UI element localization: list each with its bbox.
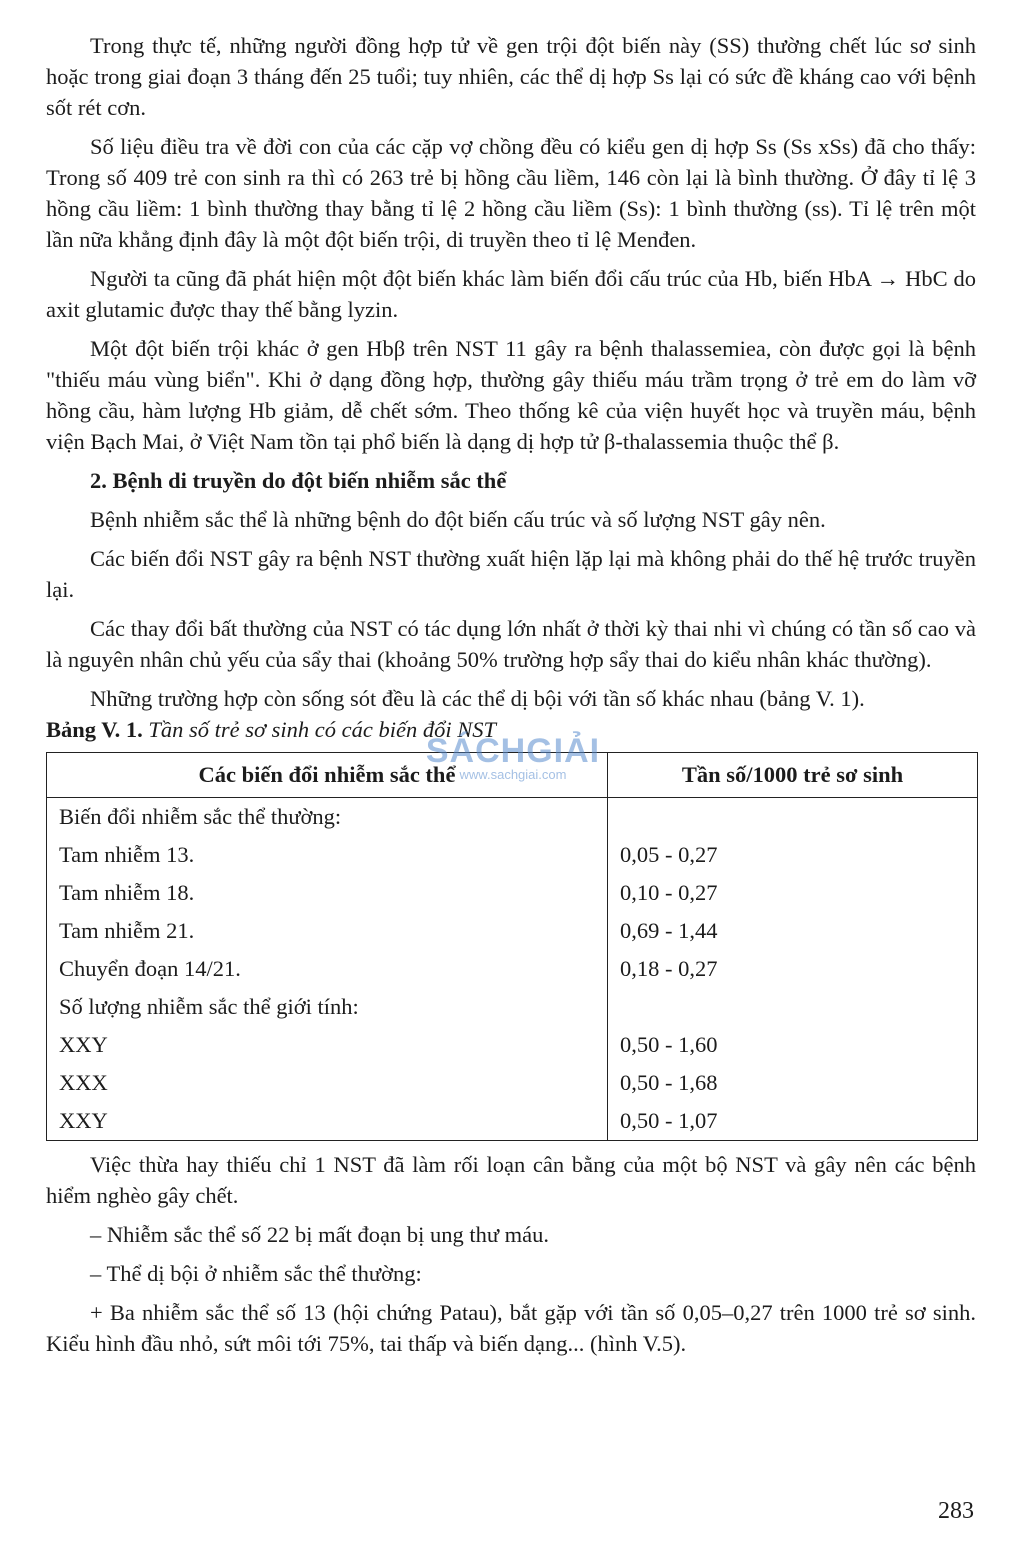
table-row xyxy=(47,988,978,1026)
table-cell-label: Tam nhiễm 21. xyxy=(47,912,608,950)
paragraph-imbalance: Việc thừa hay thiếu chỉ 1 NST đã làm rối loạn cân bằng của một bộ NST và gây nên các bệnh hiểm nghèo gây chết. xyxy=(46,1152,976,1208)
table-cell-value: 0,18 - 0,27 xyxy=(608,950,978,988)
page-number: 283 xyxy=(938,1498,974,1524)
paragraph-hbc-mutation: Người ta cũng đã phát hiện một đột biến khác làm biến đổi cấu trúc của Hb, biến HbA → HbC do axit glutamic được thay thế bằng lyzin. xyxy=(46,266,976,322)
table-row xyxy=(47,1064,978,1102)
table-cell-label: XXY xyxy=(47,1102,608,1141)
table-caption-title: Tần số trẻ sơ sinh có các biến đổi NST xyxy=(148,717,496,742)
table-caption-label: Bảng V. 1. xyxy=(46,717,143,742)
paragraph-offspring-survey: Số liệu điều tra về đời con của các cặp vợ chồng đều có kiểu gen dị hợp Ss (Ss xSs) đã cho thấy: Trong số 409 trẻ con sinh ra thì có 263 trẻ bị hồng cầu liềm, 146 còn lại là bình thường. Ở đây tỉ lệ 3 hồng cầu liềm: 1 bình thường thay bằng tỉ lệ 2 hồng cầu liềm (Ss): 1 bình thường (ss). Tỉ lệ trên một lần nữa khẳng định đây là một đột biến trội, di truyền theo tỉ lệ Menđen. xyxy=(46,134,976,252)
table-row xyxy=(47,874,978,912)
table-cell-value: 0,05 - 0,27 xyxy=(608,836,978,874)
table-header-variation: Các biến đổi nhiễm sắc thể xyxy=(47,753,608,798)
table-cell-value: 0,50 - 1,60 xyxy=(608,1026,978,1064)
table-cell-label: Số lượng nhiễm sắc thể giới tính: xyxy=(47,988,608,1026)
paragraph-patau: + Ba nhiễm sắc thể số 13 (hội chứng Patau), bắt gặp với tần số 0,05–0,27 trên 1000 trẻ sơ sinh. Kiểu hình đầu nhỏ, sứt môi tới 75%, tai thấp và biến dạng... (hình V.5). xyxy=(46,1300,976,1356)
table-header-row xyxy=(47,753,978,798)
watermark-text: SÁCHGIẢI xyxy=(425,732,601,770)
table-row xyxy=(47,836,978,874)
section-heading: 2. Bệnh di truyền do đột biến nhiễm sắc thể xyxy=(90,468,507,493)
paragraph-survivors: Những trường hợp còn sống sót đều là các thể dị bội với tần số khác nhau (bảng V. 1). xyxy=(90,686,865,711)
table-cell-value: 0,69 - 1,44 xyxy=(608,912,978,950)
table-cell-value xyxy=(608,798,978,837)
list-item-chromosome-22: – Nhiễm sắc thể số 22 bị mất đoạn bị ung thư máu. xyxy=(90,1222,549,1247)
frequency-table xyxy=(46,752,978,1141)
paragraph-thalassemia: Một đột biến trội khác ở gen Hbβ trên NST 11 gây ra bệnh thalassemiea, còn được gọi là bệnh "thiếu máu vùng biển". Khi ở dạng đồng hợp, thường gây thiếu máu trầm trọng ở trẻ em do làm vỡ hồng cầu, hàm lượng Hb giảm, dễ chết sớm. Theo thống kê của viện huyết học và truyền máu, bệnh viện Bạch Mai, ở Việt Nam tồn tại phổ biến là dạng dị hợp tử β-thalassemia thuộc thể β. xyxy=(46,336,976,454)
watermark-url: www.sachgiai.com xyxy=(459,767,567,782)
table-cell-value xyxy=(608,988,978,1026)
table-cell-label: Tam nhiễm 13. xyxy=(47,836,608,874)
paragraph-chromosome-disease-definition: Bệnh nhiễm sắc thể là những bệnh do đột biến cấu trúc và số lượng NST gây nên. xyxy=(90,507,826,532)
table-cell-value: 0,50 - 1,07 xyxy=(608,1102,978,1141)
table-cell-label: XXY xyxy=(47,1026,608,1064)
table-row xyxy=(47,798,978,837)
document-page xyxy=(46,30,976,1359)
table-row xyxy=(47,950,978,988)
table-row xyxy=(47,912,978,950)
table-header-frequency: Tần số/1000 trẻ sơ sinh xyxy=(608,753,978,798)
table-cell-label: Biến đổi nhiễm sắc thể thường: xyxy=(47,798,608,837)
table-cell-value: 0,10 - 0,27 xyxy=(608,874,978,912)
paragraph-fetal-period: Các thay đổi bất thường của NST có tác dụng lớn nhất ở thời kỳ thai nhi vì chúng có tần số cao và là nguyên nhân chủ yếu của sẩy thai (khoảng 50% trường hợp sẩy thai do kiểu nhân khác thường). xyxy=(46,616,976,672)
table-cell-label: Tam nhiễm 18. xyxy=(47,874,608,912)
list-item-aneuploidy: – Thể dị bội ở nhiễm sắc thể thường: xyxy=(90,1261,422,1286)
table-cell-label: XXX xyxy=(47,1064,608,1102)
table-row xyxy=(47,1026,978,1064)
paragraph-chromosome-changes: Các biến đổi NST gây ra bệnh NST thường xuất hiện lặp lại mà không phải do thế hệ trước truyền lại. xyxy=(46,546,976,602)
paragraph-sickle-cell-survival: Trong thực tế, những người đồng hợp tử về gen trội đột biến này (SS) thường chết lúc sơ sinh hoặc trong giai đoạn 3 tháng đến 25 tuổi; tuy nhiên, các thể dị hợp Ss lại có sức đề kháng cao với bệnh sốt rét cơn. xyxy=(46,33,976,120)
table-cell-value: 0,50 - 1,68 xyxy=(608,1064,978,1102)
table-cell-label: Chuyển đoạn 14/21. xyxy=(47,950,608,988)
table-caption xyxy=(46,716,976,744)
table-row xyxy=(47,1102,978,1141)
